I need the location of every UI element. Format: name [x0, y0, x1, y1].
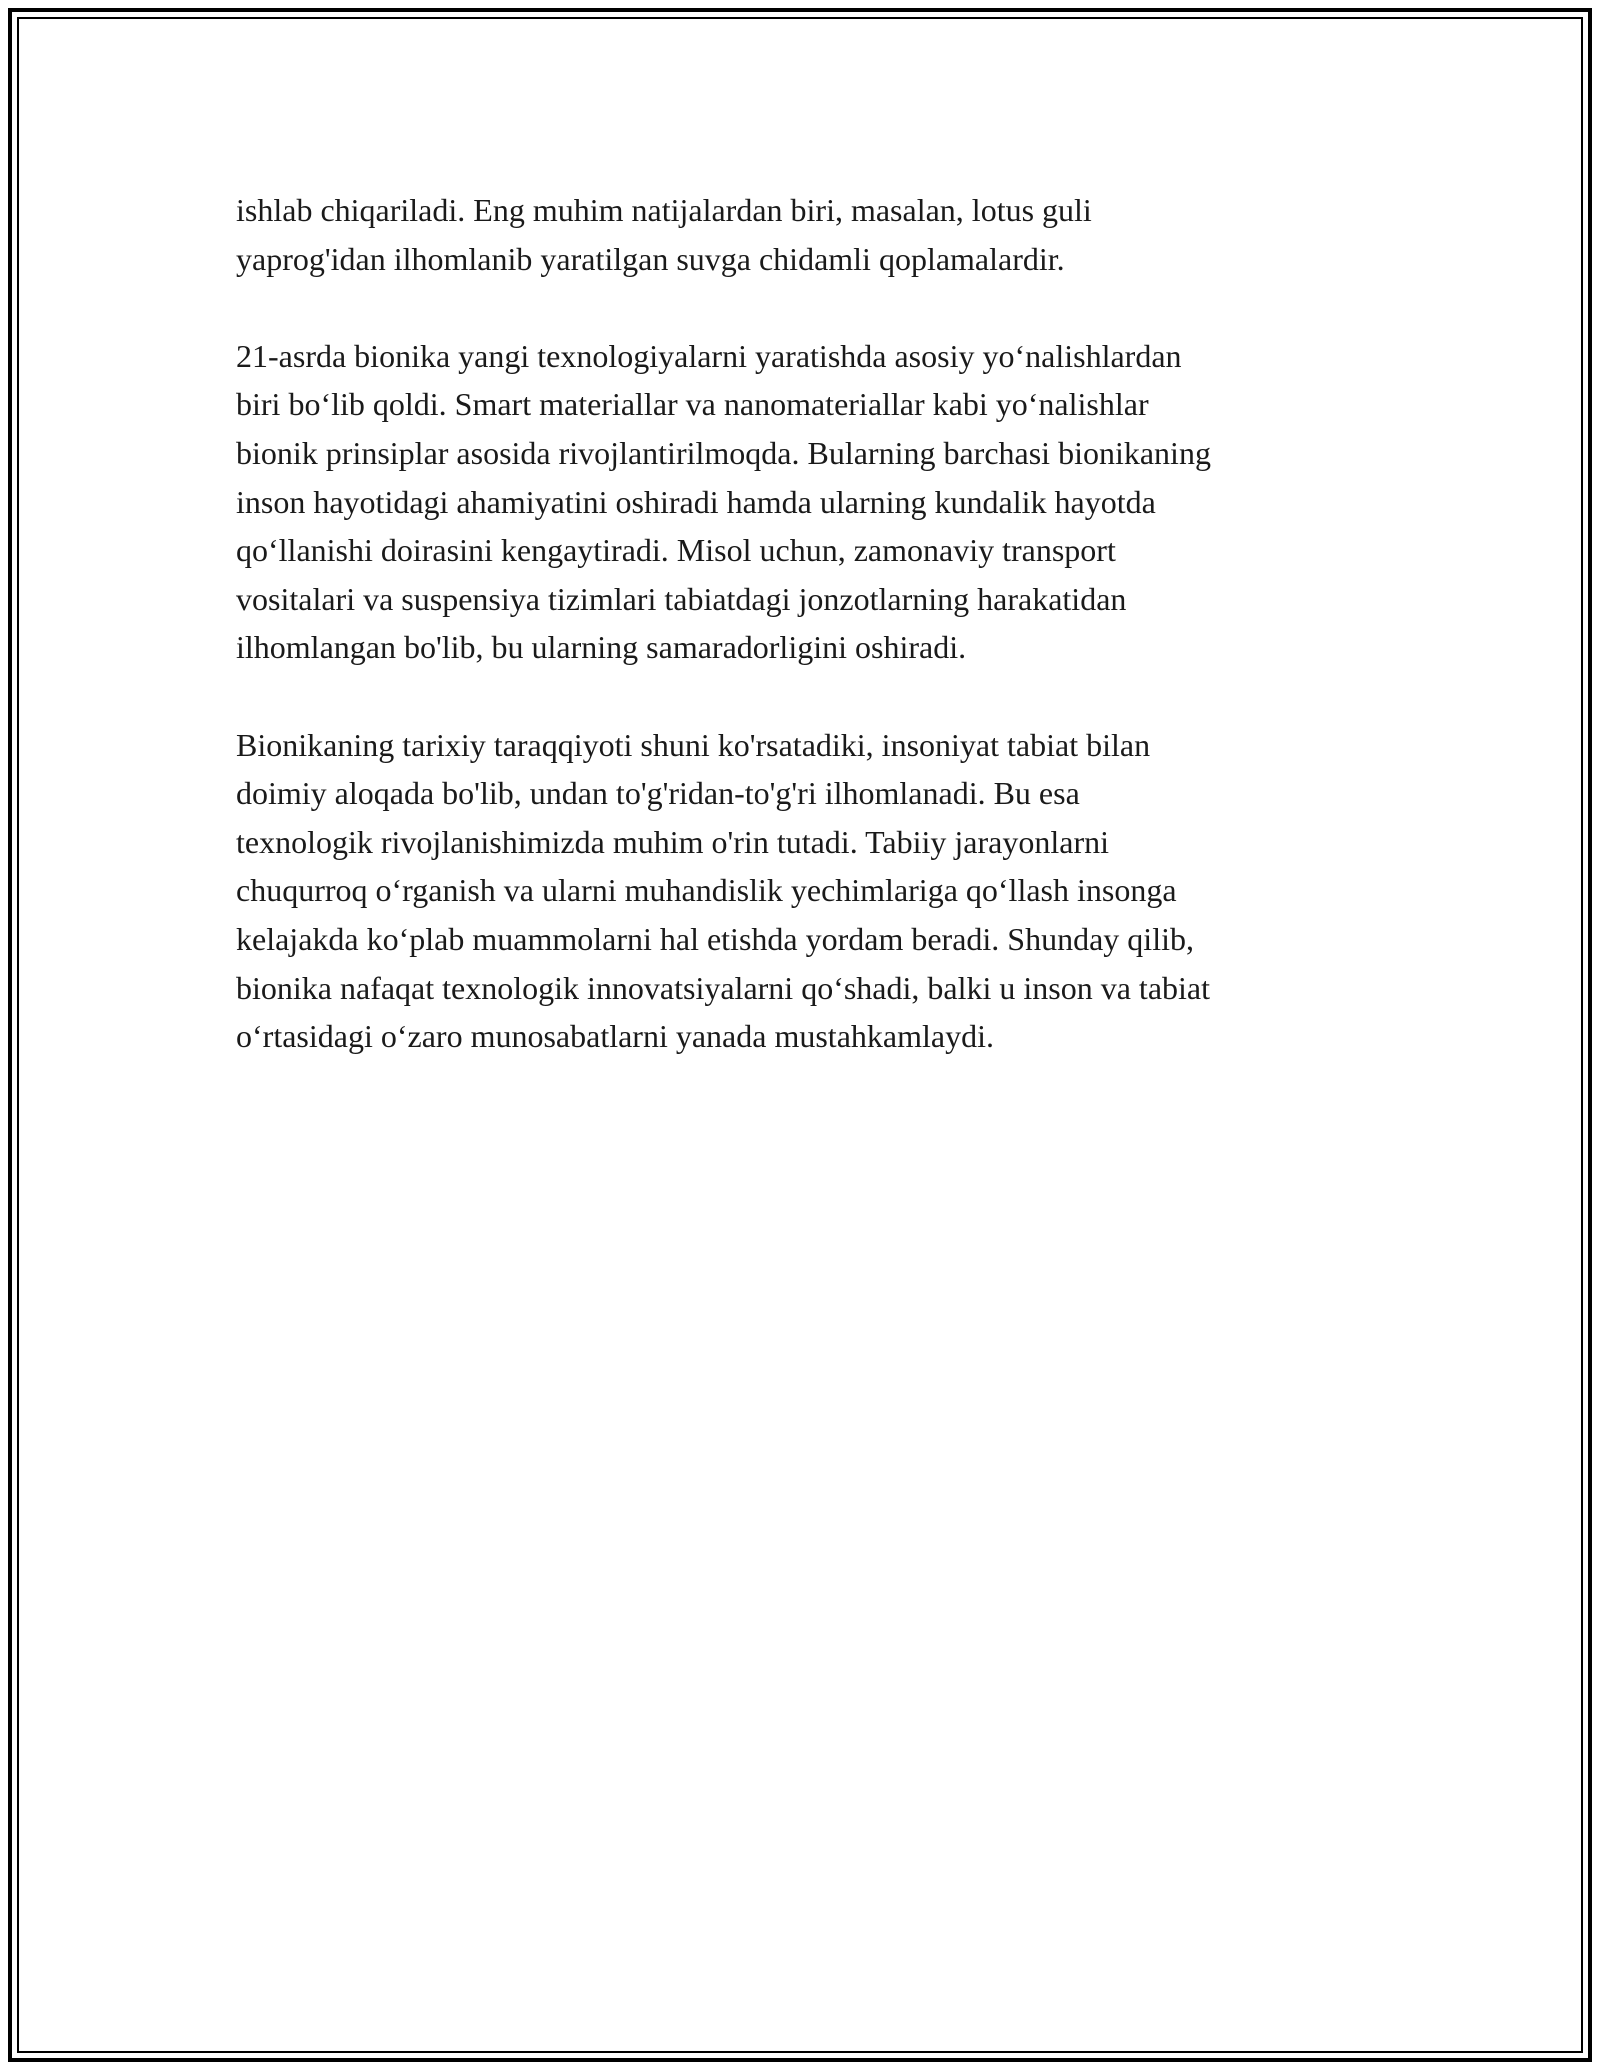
document-body [236, 186, 1376, 1109]
paragraph: ishlab chiqariladi. Eng muhim natijalardan biri, masalan, lotus guli yaprog'idan ilhomlanib yaratilgan suvga chidamli qoplamalardir. [236, 192, 1092, 277]
paragraph: Bionikaning tarixiy taraqqiyoti shuni ko'rsatadiki, insoniyat tabiat bilan doimiy aloqada bo'lib, undan to'g'ridan-to'g'ri ilhomlanadi. Bu esa texnologik rivojlanishimizda muhim o'rin tutadi. Tabiiy jarayonlarni chuqurroq o‘rganish va ularni muhandislik yechimlariga qo‘llash insonga kelajakda ko‘plab muammolarni hal etishda yordam beradi. Shunday qilib, bionika nafaqat texnologik innovatsiyalarni qo‘shadi, balki u inson va tabiat o‘rtasidagi o‘zaro munosabatlarni yanada mustahkamlaydi. [236, 726, 1210, 1055]
paragraph: 21-asrda bionika yangi texnologiyalarni yaratishda asosiy yo‘nalishlardan biri bo‘lib qoldi. Smart materiallar va nanomateriallar kabi yo‘nalishlar bionik prinsiplar asosida rivojlantirilmoqda. Bularning barchasi bionikaning inson hayotidagi ahamiyatini oshiradi hamda ularning kundalik hayotda qo‘llanishi doirasini kengaytiradi. Misol uchun, zamonaviy transport vositalari va suspensiya tizimlari tabiatdagi jonzotlarning harakatidan ilhomlangan bo'lib, bu ularning samaradorligini oshiradi. [236, 337, 1211, 666]
